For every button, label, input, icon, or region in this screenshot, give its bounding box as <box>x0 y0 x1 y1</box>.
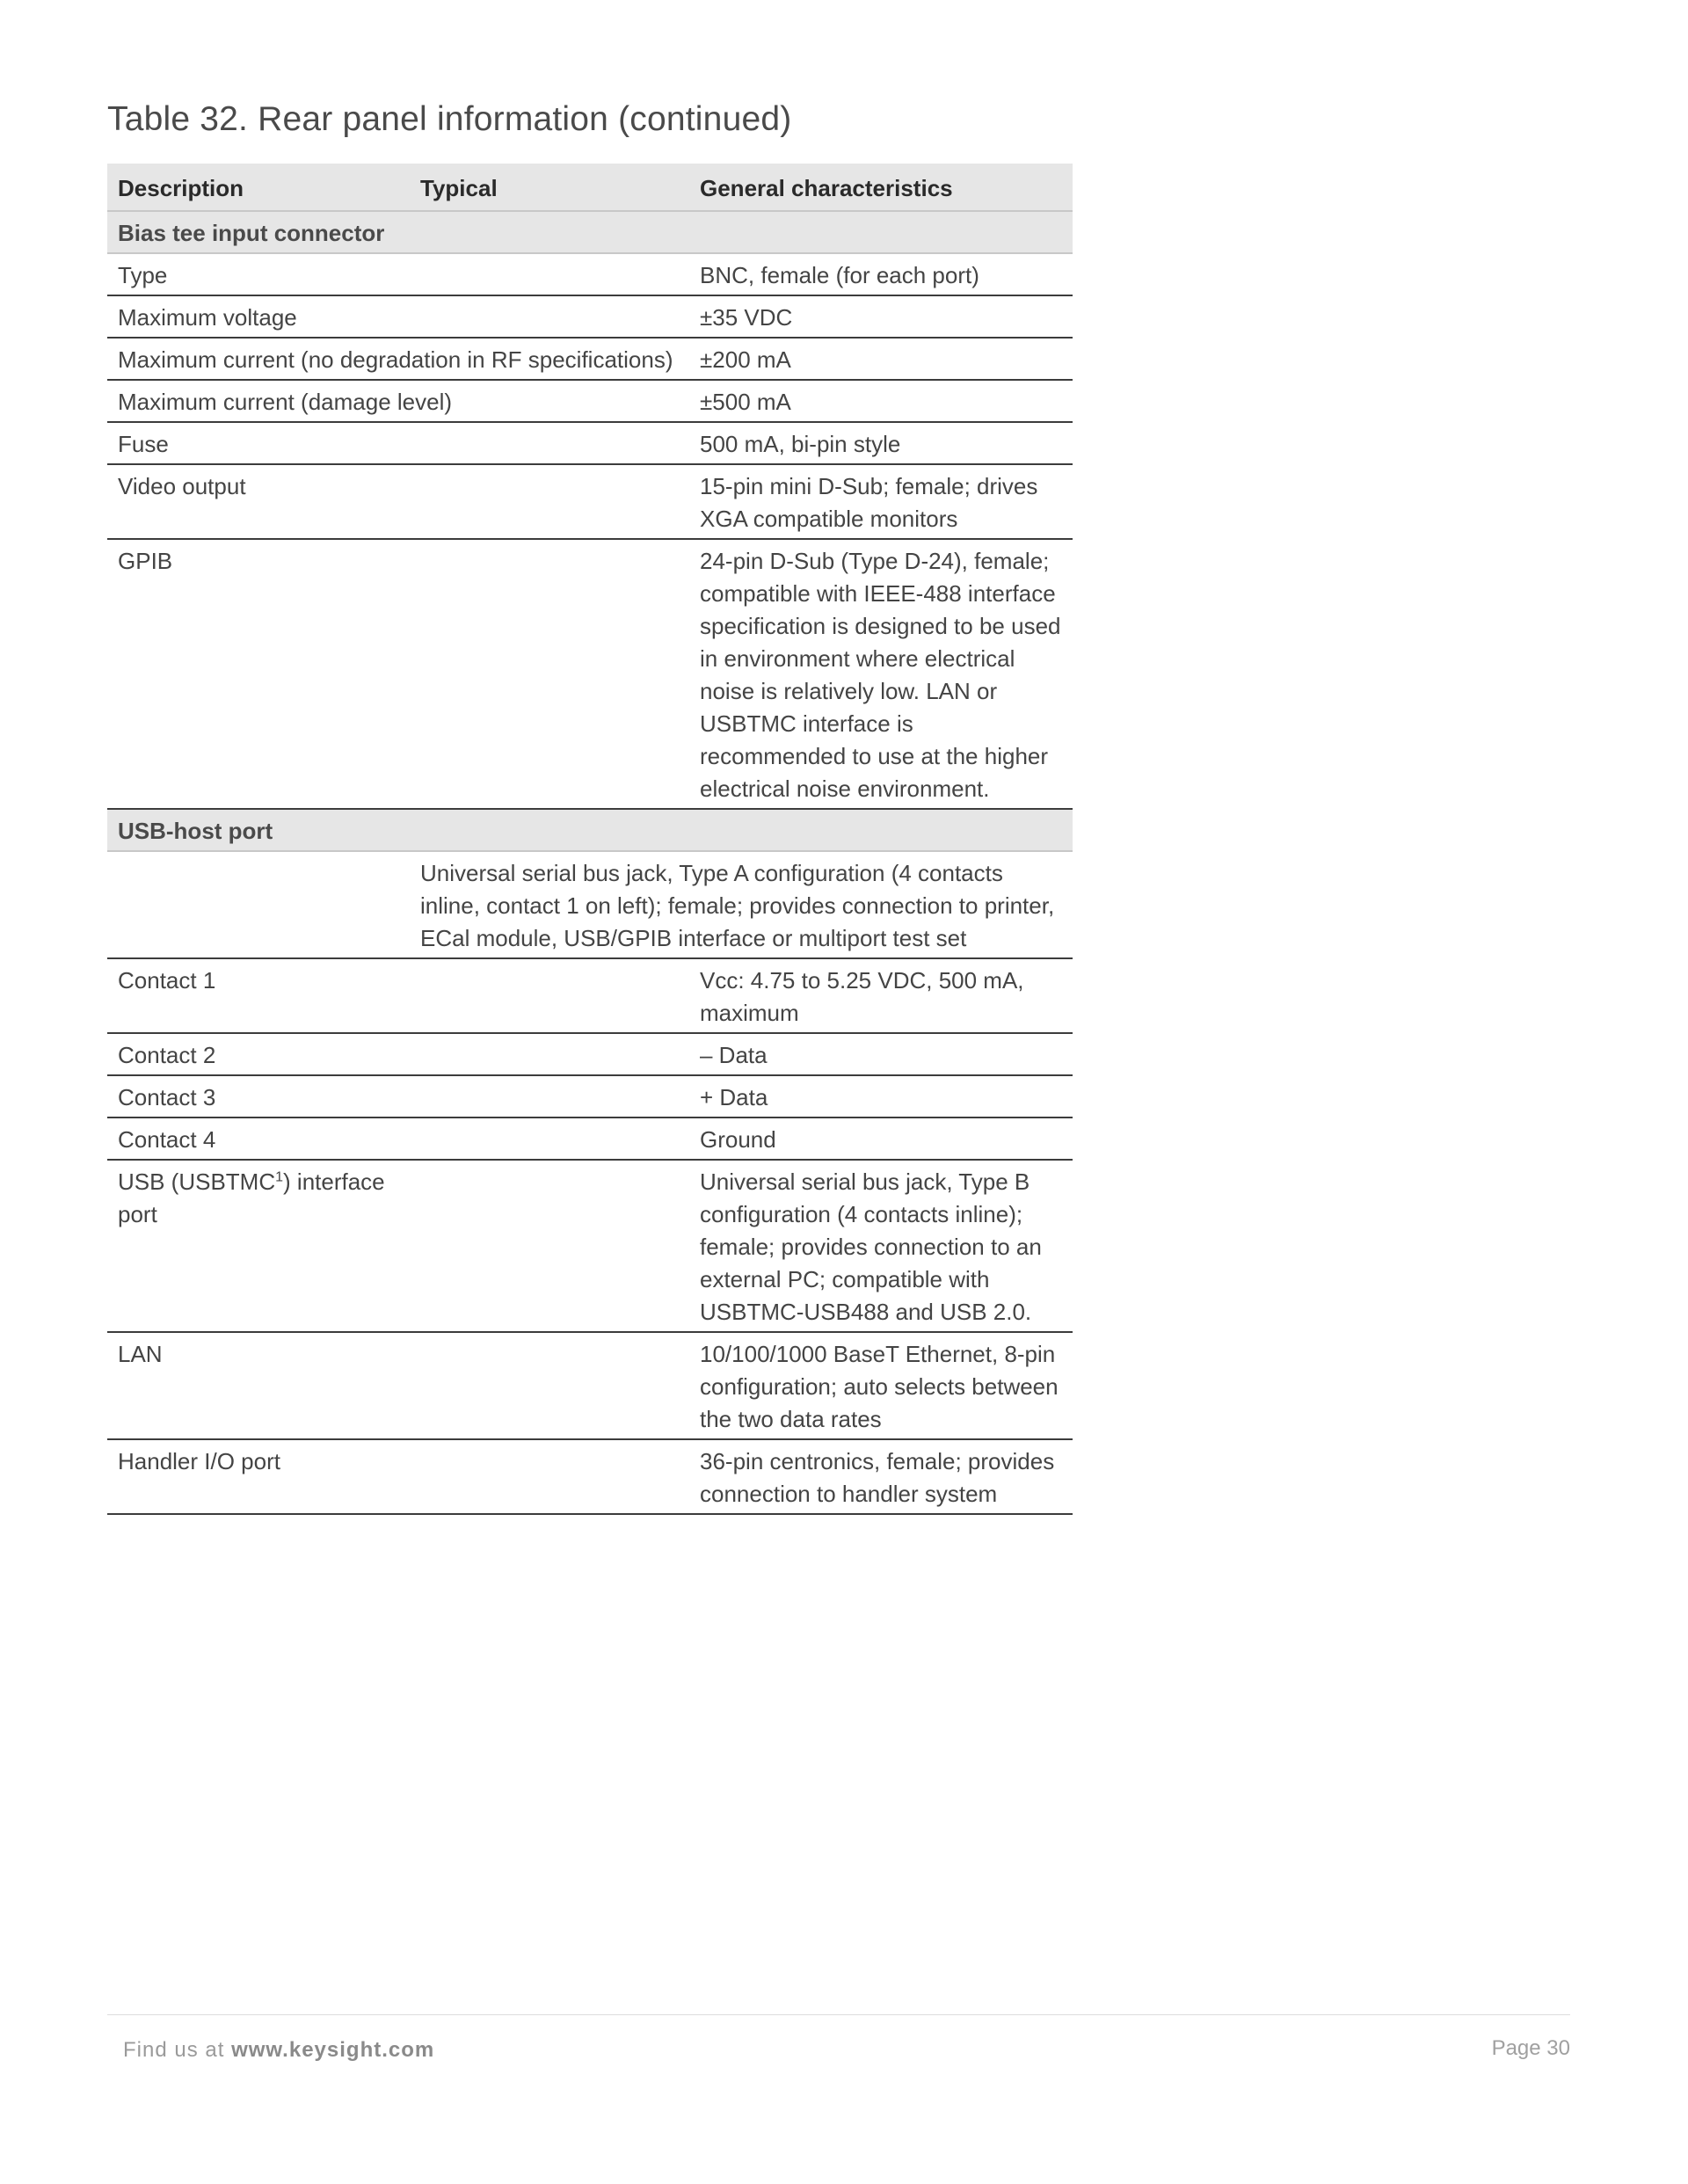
row-typical <box>410 1160 689 1332</box>
footer-find-us <box>123 2038 434 2063</box>
row-typical <box>410 464 689 539</box>
row-description: Contact 3 <box>107 1075 410 1117</box>
table-row <box>107 253 1073 295</box>
page-title: Table 32. Rear panel information (continued) <box>107 100 792 138</box>
row-description: Contact 4 <box>107 1117 410 1160</box>
row-general: 15-pin mini D-Sub; female; drives XGA compatible monitors <box>689 464 1073 539</box>
row-general: Vcc: 4.75 to 5.25 VDC, 500 mA, maximum <box>689 958 1073 1033</box>
row-typical <box>410 422 689 464</box>
row-description: Maximum voltage <box>107 295 410 338</box>
row-typical <box>410 539 689 809</box>
row-general: ±500 mA <box>689 380 1073 422</box>
row-description: Video output <box>107 464 410 539</box>
row-general: ±200 mA <box>689 338 1073 380</box>
row-description <box>107 851 410 958</box>
table-row <box>107 1332 1073 1439</box>
row-description <box>107 1160 410 1332</box>
row-description: Handler I/O port <box>107 1439 410 1514</box>
row-general: BNC, female (for each port) <box>689 253 1073 295</box>
row-typical <box>410 958 689 1033</box>
footer-divider <box>107 2014 1570 2015</box>
row-description: GPIB <box>107 539 410 809</box>
row-typical <box>410 1332 689 1439</box>
header-typical: Typical <box>410 164 689 211</box>
row-general: ±35 VDC <box>689 295 1073 338</box>
table-row <box>107 1160 1073 1332</box>
section-row-usb-host <box>107 809 1073 851</box>
row-general: 24-pin D-Sub (Type D-24), female; compatible with IEEE-488 interface specification is designed to be used in environment where electrical noise is relatively low. LAN or USBTMC interface is recommended to use at the higher electrical noise environment. <box>689 539 1073 809</box>
table-row <box>107 1033 1073 1075</box>
page-number: Page 30 <box>1491 2036 1570 2060</box>
table-row <box>107 851 1073 958</box>
row-typical <box>410 253 689 295</box>
row-general: 36-pin centronics, female; provides connection to handler system <box>689 1439 1073 1514</box>
table-header-row <box>107 164 1073 211</box>
table-row <box>107 464 1073 539</box>
row-description: Type <box>107 253 410 295</box>
table-row <box>107 338 1073 380</box>
table-row <box>107 958 1073 1033</box>
row-general: + Data <box>689 1075 1073 1117</box>
row-typical <box>410 1075 689 1117</box>
table-row <box>107 539 1073 809</box>
row-general: 10/100/1000 BaseT Ethernet, 8-pin configuration; auto selects between the two data rates <box>689 1332 1073 1439</box>
header-description: Description <box>107 164 410 211</box>
table-row <box>107 1075 1073 1117</box>
row-typical: Universal serial bus jack, Type A configuration (4 contacts inline, contact 1 on left); female; provides connection to printer, ECal module, USB/GPIB interface or multiport test set <box>410 851 1073 958</box>
table-row <box>107 1117 1073 1160</box>
row-description: Contact 1 <box>107 958 410 1033</box>
section-row-bias-tee <box>107 211 1073 253</box>
row-general: Universal serial bus jack, Type B configuration (4 contacts inline); female; provides connection to an external PC; compatible with USBTMC-USB488 and USB 2.0. <box>689 1160 1073 1332</box>
footer-prefix: Find us at <box>123 2038 232 2062</box>
footnote-marker: 1 <box>275 1169 284 1185</box>
table-row <box>107 295 1073 338</box>
row-typical <box>410 1439 689 1514</box>
row-general: Ground <box>689 1117 1073 1160</box>
row-typical <box>410 295 689 338</box>
table-row <box>107 1439 1073 1514</box>
header-general-characteristics: General characteristics <box>689 164 1073 211</box>
row-description: LAN <box>107 1332 410 1439</box>
table-row <box>107 422 1073 464</box>
row-typical <box>410 1117 689 1160</box>
row-description: Fuse <box>107 422 410 464</box>
row-description: Contact 2 <box>107 1033 410 1075</box>
rear-panel-table <box>107 164 1073 1515</box>
row-typical <box>410 1033 689 1075</box>
usb-description-main: USB (USBTMC <box>118 1168 276 1195</box>
section-label: Bias tee input connector <box>107 211 1073 253</box>
row-description: Maximum current (damage level) <box>107 380 689 422</box>
row-description: Maximum current (no degradation in RF specifications) <box>107 338 689 380</box>
table-row <box>107 380 1073 422</box>
footer-url[interactable]: www.keysight.com <box>231 2038 435 2062</box>
usb-description-suffix: ) interface port <box>118 1168 385 1227</box>
section-label: USB-host port <box>107 809 1073 851</box>
row-general: 500 mA, bi-pin style <box>689 422 1073 464</box>
row-general: – Data <box>689 1033 1073 1075</box>
